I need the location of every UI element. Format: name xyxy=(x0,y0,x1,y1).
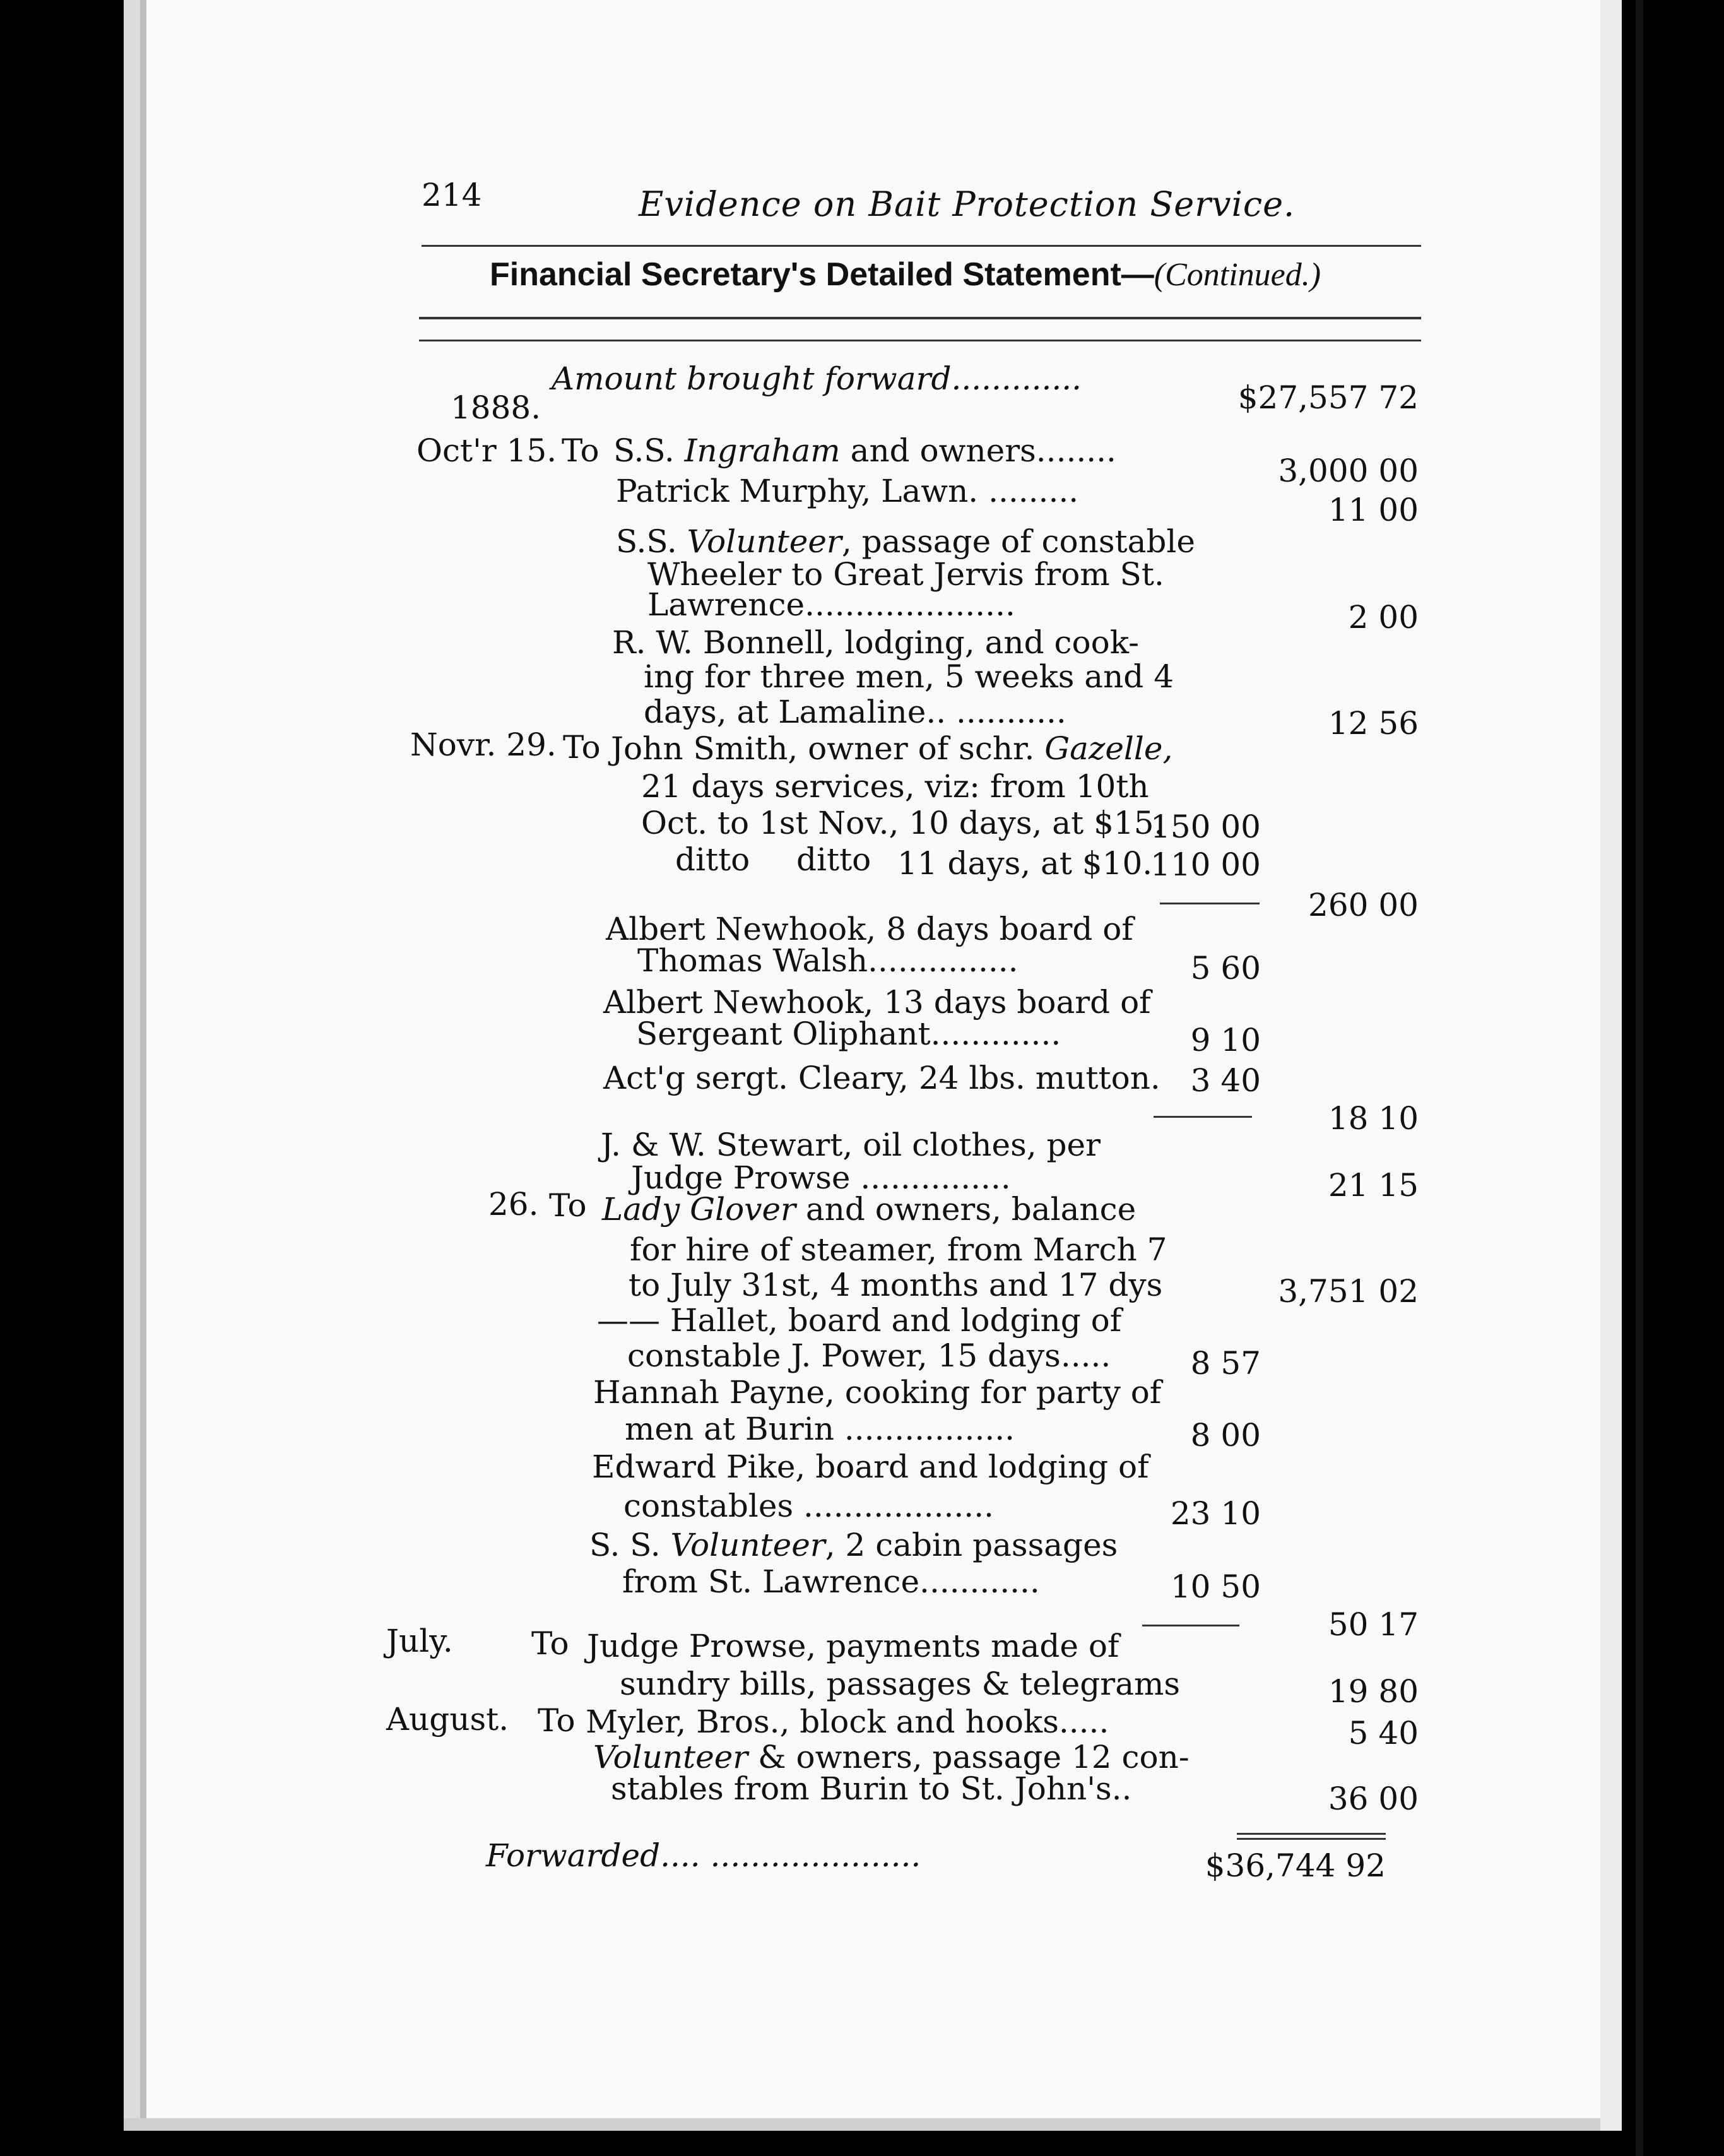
entry-text-line: for hire of steamer, from March 7 xyxy=(630,1231,1167,1268)
entry-amount: 50 17 xyxy=(1328,1606,1419,1643)
entry-text-line: days, at Lamaline.. ........... xyxy=(644,694,1066,730)
running-title: Evidence on Bait Protection Service. xyxy=(639,184,1296,224)
heading-rule-bottom xyxy=(419,340,1421,341)
entry-amount: 18 10 xyxy=(1328,1100,1419,1137)
ditto-mark: ditto xyxy=(796,841,871,878)
entry-text-line: Judge Prowse ............... xyxy=(631,1159,1011,1196)
year: 1888. xyxy=(451,389,541,426)
entry-date: 26. xyxy=(488,1186,539,1223)
sub-amount: 8 57 xyxy=(1190,1345,1261,1382)
subtotal-rule xyxy=(1154,1116,1252,1118)
entry-text: Lady Glover and owners, balance xyxy=(602,1191,1137,1228)
brought-forward-label: Amount brought forward............. xyxy=(552,360,1082,397)
entry-to: To xyxy=(563,729,601,766)
entry-to: To xyxy=(562,432,599,469)
entry-text-line: Oct. to 1st Nov., 10 days, at $15. xyxy=(641,805,1164,841)
entry-amount: 11 00 xyxy=(1328,492,1419,528)
entry-text: S. S. Volunteer, 2 cabin passages xyxy=(589,1527,1118,1563)
entry-text: Patrick Murphy, Lawn. ......... xyxy=(616,473,1079,509)
sub-amount: 8 00 xyxy=(1190,1417,1261,1454)
header-rule xyxy=(422,245,1421,247)
total-rule-top xyxy=(1237,1833,1386,1835)
entry-text: S.S. Volunteer, passage of constable xyxy=(616,523,1196,560)
facing-page-edge xyxy=(1636,0,1643,2156)
entry-text: Myler, Bros., block and hooks..... xyxy=(586,1703,1109,1740)
entry-text: Judge Prowse, payments made of xyxy=(587,1628,1119,1664)
sub-amount: 23 10 xyxy=(1170,1495,1261,1532)
entry-text: Albert Newhook, 13 days board of xyxy=(603,984,1151,1021)
entry-text: R. W. Bonnell, lodging, and cook- xyxy=(612,624,1140,661)
entry-text-line: Wheeler to Great Jervis from St. xyxy=(647,556,1164,593)
entry-text: Albert Newhook, 8 days board of xyxy=(606,911,1133,947)
sub-amount: 9 10 xyxy=(1190,1022,1261,1058)
ditto-mark: ditto xyxy=(675,841,750,878)
entry-text: Edward Pike, board and lodging of xyxy=(592,1448,1149,1485)
entry-text: —— Hallet, board and lodging of xyxy=(597,1302,1122,1339)
entry-date: Novr. 29. xyxy=(410,726,557,763)
entry-text-line: constable J. Power, 15 days..... xyxy=(627,1337,1111,1374)
entry-text-line: Thomas Walsh............... xyxy=(637,942,1018,979)
entry-amount: 5 40 xyxy=(1348,1715,1419,1751)
entry-text: John Smith, owner of schr. Gazelle, xyxy=(611,730,1173,767)
entry-text-line: from St. Lawrence............ xyxy=(622,1563,1040,1600)
entry-text-line: constables ................... xyxy=(623,1488,994,1524)
entry-text: S.S. Ingraham and owners........ xyxy=(613,432,1116,469)
entry-text-line: Lawrence..................... xyxy=(647,586,1015,623)
entry-text-line: Sergeant Oliphant............. xyxy=(636,1016,1061,1052)
entry-date: July. xyxy=(386,1623,453,1659)
entry-amount: 3,000 00 xyxy=(1278,453,1419,489)
entry-to: To xyxy=(531,1625,569,1662)
subtotal-rule xyxy=(1142,1625,1239,1626)
entry-date: August. xyxy=(386,1701,509,1738)
sub-amount: 110 00 xyxy=(1150,846,1261,883)
binding-edge xyxy=(140,0,146,2131)
sub-amount: 5 60 xyxy=(1190,950,1261,986)
sub-amount: 10 50 xyxy=(1170,1568,1261,1605)
entry-text: Act'g sergt. Cleary, 24 lbs. mutton. xyxy=(603,1060,1160,1096)
sub-amount: 150 00 xyxy=(1150,808,1261,845)
entry-amount: 36 00 xyxy=(1328,1780,1419,1817)
entry-text: Hannah Payne, cooking for party of xyxy=(593,1374,1162,1411)
entry-amount: 3,751 02 xyxy=(1278,1273,1419,1310)
binding-shadow xyxy=(124,0,140,2131)
subtotal-rule xyxy=(1160,903,1260,904)
entry-text-line: 21 days services, viz: from 10th xyxy=(641,768,1149,805)
heading-rule-top xyxy=(419,317,1421,319)
entry-amount: 260 00 xyxy=(1308,887,1419,923)
entry-amount: 2 00 xyxy=(1348,599,1419,636)
entry-amount: 12 56 xyxy=(1328,705,1419,742)
entry-text: J. & W. Stewart, oil clothes, per xyxy=(601,1127,1101,1163)
entry-amount: 19 80 xyxy=(1328,1673,1419,1710)
sub-amount: 3 40 xyxy=(1190,1062,1261,1099)
forwarded-amount: $36,744 92 xyxy=(1205,1847,1386,1884)
entry-amount: 21 15 xyxy=(1328,1167,1419,1204)
section-heading: Financial Secretary's Detailed Statement—(Continued.) xyxy=(490,256,1321,293)
entry-to: To xyxy=(549,1187,587,1224)
entry-text-line: men at Burin ................. xyxy=(625,1411,1015,1447)
entry-text-line: sundry bills, passages & telegrams xyxy=(620,1666,1181,1702)
brought-forward-amount: $27,557 72 xyxy=(1237,379,1419,416)
entry-to: To xyxy=(538,1702,576,1739)
entry-text: Volunteer & owners, passage 12 con- xyxy=(593,1739,1190,1775)
page-bottom-edge xyxy=(124,2118,1622,2131)
entry-text-line: ing for three men, 5 weeks and 4 xyxy=(644,658,1174,695)
entry-text-line: 11 days, at $10. xyxy=(897,845,1153,882)
page-number: 214 xyxy=(422,177,482,213)
entry-text-line: to July 31st, 4 months and 17 dys xyxy=(629,1267,1163,1303)
entry-date: Oct'r 15. xyxy=(416,432,557,469)
entry-text-line: stables from Burin to St. John's.. xyxy=(611,1770,1132,1807)
page-right-edge xyxy=(1600,0,1622,2131)
total-rule-bottom xyxy=(1237,1838,1386,1840)
forwarded-label: Forwarded.... ..................... xyxy=(486,1837,921,1874)
